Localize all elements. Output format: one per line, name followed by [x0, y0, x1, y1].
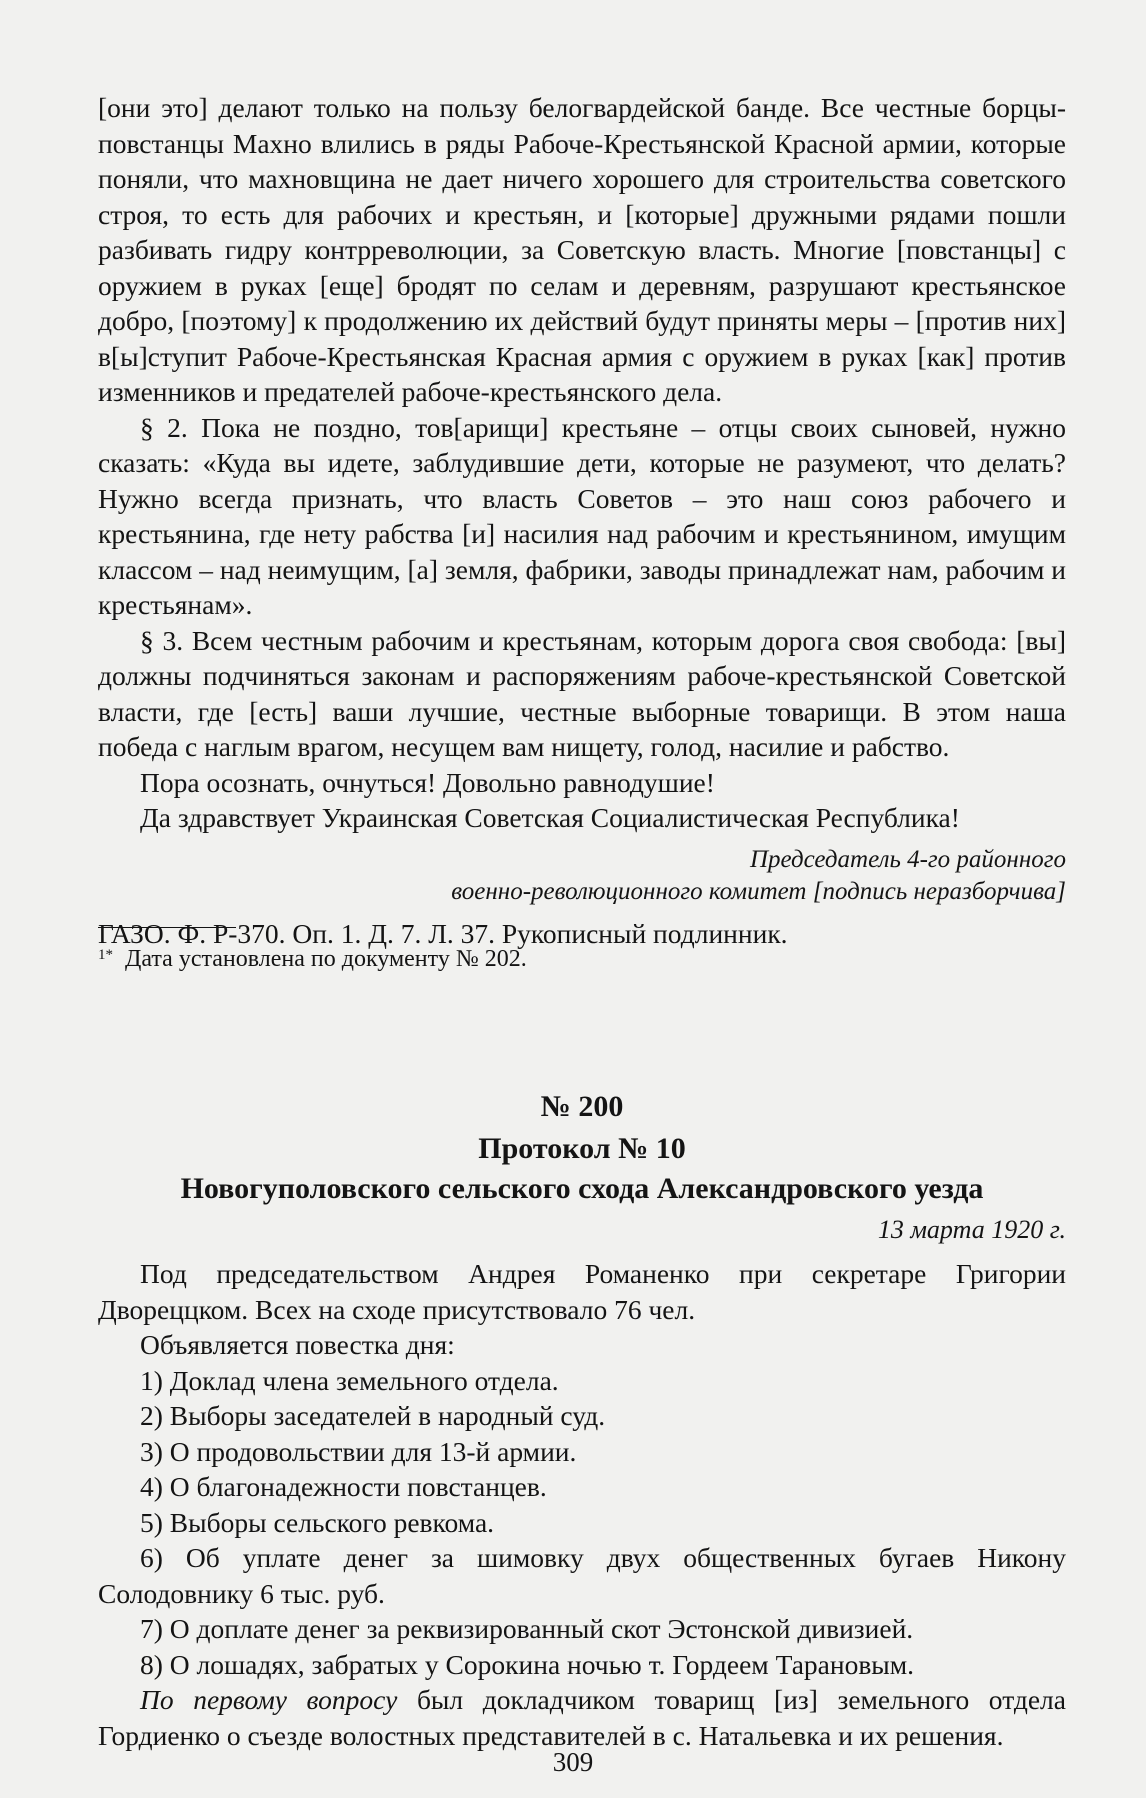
document-subtitle: Новогуполовского сельского схода Александровского уезда — [180, 1172, 984, 1205]
agenda-item: 4) О благонадежности повстанцев. — [140, 1471, 547, 1502]
paragraph: § 2. Пока не поздно, тов[арищи] крестьяне – отцы своих сыновей, нужно сказать: «Куда вы идете, заблудившие дети, которые не разумеют, что делать? Нужно всегда признать, что власть Советов – это наш союз рабочего и крестьянина, где нету рабства [и] насилия над рабочим и крестьянином, имущим классом – над неимущим, [а] земля, фабрики, заводы принадлежат нам, рабочим и крестьянам». — [98, 411, 1066, 620]
signature-line-2: военно-революционного комитет [подпись неразборчива] — [451, 877, 1066, 905]
agenda-item: 8) О лошадях, забратых у Сорокина ночью т. Гордеем Тарановым. — [140, 1648, 915, 1680]
paragraph: [они это] делают только на пользу белогвардейской банде. Все честные борцы-повстанцы Махно влились в ряды Рабоче-Крестьянской Красной армии, которые поняли, что махновщина не дает ничего хорошего для строительства советского строя, то есть для рабочих и крестьян, и [которые] дружными рядами пошли разбивать гидру контрреволюции, за Советскую власть. Многие [повстанцы] с оружием в руках [еще] бродят по селам и деревням, разрушают крестьянское добро, [поэтому] к продолжению их действий будут приняты меры – [против них] в[ы]ступит Рабоче-Крестьянская Красная армия с оружием в руках [как] против изменников и предателей рабоче-крестьянского дела. — [98, 92, 1066, 407]
paragraph: Пора осознать, очнуться! Довольно равнодушие! — [140, 766, 715, 798]
paragraph — [98, 1682, 1066, 1753]
paragraph: § 3. Всем честным рабочим и крестьянам, которым дорога своя свобода: [вы] должны подчиняться законам и распоряжениям рабоче-крестьянской Советской власти, где [есть] ваши лучшие, честные выборные товарищи. В этом наша победа с наглым врагом, несущем вам нищету, голод, насилие и рабство. — [98, 624, 1066, 762]
paragraph: Объявляется повестка дня: — [140, 1329, 455, 1360]
agenda-item: 2) Выборы заседателей в народный суд. — [140, 1400, 606, 1431]
agenda-item: 5) Выборы сельского ревкома. — [140, 1506, 495, 1538]
footnote — [98, 944, 527, 974]
paragraph: Под председательством Андрея Романенко при секретаре Григории Двореццком. Всех на сходе присутствовало 76 чел. — [98, 1258, 1066, 1325]
paragraph-text: был докладчиком товарищ [из] земельного отдела Гордиенко о съезде волостных представителей в с. Натальевка и их решения. — [98, 1684, 1066, 1751]
agenda-item: 3) О продовольствии для 13-й армии. — [140, 1435, 577, 1467]
signature-line-1: Председатель 4-го районного — [749, 845, 1066, 873]
footnote-mark: 1* — [98, 947, 113, 963]
archive-source: ГАЗО. Ф. Р-370. Оп. 1. Д. 7. Л. 37. Рукописный подлинник. — [98, 917, 788, 949]
agenda-item: 7) О доплате денег за реквизированный скот Эстонской дивизией. — [140, 1613, 914, 1644]
document-title: Протокол № 10 — [478, 1132, 686, 1165]
footnote-text: Дата установлена по документу № 202. — [125, 946, 527, 972]
paragraph: Да здравствует Украинская Советская Социалистическая Республика! — [140, 802, 960, 833]
page-number: 309 — [552, 1747, 594, 1777]
document-date: 13 марта 1920 г. — [877, 1215, 1066, 1244]
agenda-item: 1) Доклад члена земельного отдела. — [140, 1364, 559, 1396]
body-text-part2 — [98, 1256, 1066, 1753]
agenda-item: 6) Об уплате денег за шимовку двух общественных бугаев Никону Солодовнику 6 тыс. руб. — [98, 1542, 1066, 1609]
emphasis-lead: По первому вопросу — [140, 1684, 398, 1715]
footnote-rule — [98, 927, 236, 928]
body-text-part1 — [98, 90, 1066, 951]
document-number: № 200 — [540, 1090, 624, 1123]
